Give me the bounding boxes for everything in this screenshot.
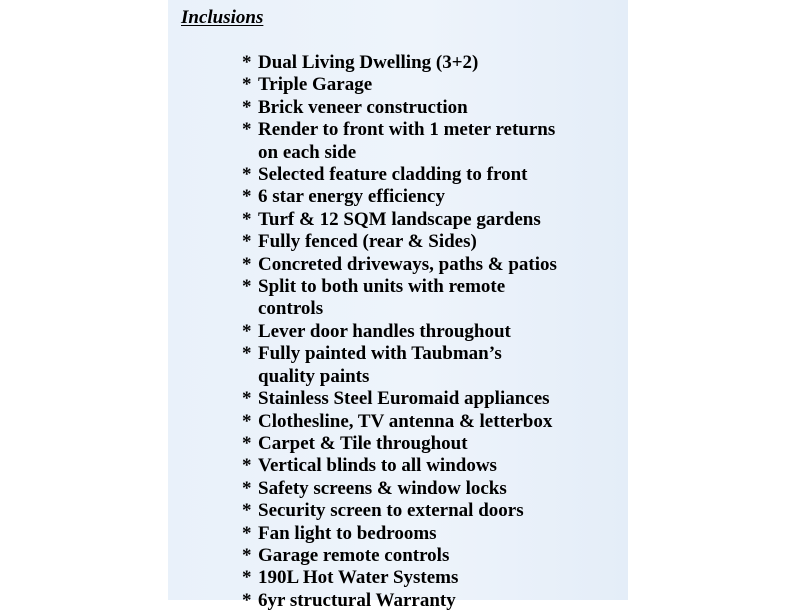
list-item-text: Garage remote controls: [258, 544, 450, 566]
list-item-text: Fully fenced (rear & Sides): [258, 231, 477, 253]
list-item: [242, 254, 622, 276]
list-item: [242, 343, 622, 388]
list-item: [242, 455, 622, 477]
list-item: [242, 74, 622, 96]
bullet-star: *: [242, 276, 252, 298]
list-item-text: Safety screens & window locks: [258, 477, 507, 499]
list-item: [242, 478, 622, 500]
bullet-star: *: [242, 567, 252, 589]
list-item: [242, 567, 622, 589]
inclusions-list: [242, 52, 622, 612]
bullet-star: *: [242, 455, 252, 477]
bullet-star: *: [242, 52, 252, 73]
list-item-text: Triple Garage: [258, 74, 373, 96]
list-item: [242, 209, 622, 231]
list-item-text: Brick veneer construction: [258, 96, 468, 118]
list-item: [242, 276, 622, 321]
bullet-star: *: [242, 320, 252, 342]
list-item-text: Fan light to bedrooms: [258, 522, 437, 544]
list-item: [242, 411, 622, 433]
list-item: [242, 433, 622, 455]
list-item: [242, 52, 622, 74]
list-item-text: Stainless Steel Euromaid appliances: [258, 388, 550, 410]
bullet-star: *: [242, 500, 252, 522]
bullet-star: *: [242, 589, 252, 611]
bullet-star: *: [242, 522, 252, 544]
list-item: [242, 545, 622, 567]
list-item-text: 6 star energy efficiency: [258, 186, 445, 208]
list-item: [242, 388, 622, 410]
list-item: [242, 321, 622, 343]
list-item-text: Render to front with 1 meter returns on each side: [258, 119, 556, 163]
bullet-star: *: [242, 410, 252, 432]
list-item: [242, 500, 622, 522]
list-item: [242, 590, 622, 612]
list-item-text: Carpet & Tile throughout: [258, 432, 468, 454]
list-item-text: Vertical blinds to all windows: [258, 455, 497, 477]
list-item-text: Concreted driveways, paths & patios: [258, 253, 557, 275]
list-item-text: Clothesline, TV antenna & letterbox: [258, 410, 553, 432]
bullet-star: *: [242, 432, 252, 454]
bullet-star: *: [242, 164, 252, 186]
list-item-text: Security screen to external doors: [258, 500, 524, 522]
bullet-star: *: [242, 388, 252, 410]
bullet-star: *: [242, 253, 252, 275]
list-item-text: Selected feature cladding to front: [258, 164, 528, 186]
list-item-text: Lever door handles throughout: [258, 320, 511, 342]
inclusions-heading: Inclusions: [181, 7, 264, 28]
list-item: [242, 186, 622, 208]
list-item: [242, 119, 622, 164]
list-item-text: Fully painted with Taubman’s quality paints: [258, 343, 502, 387]
bullet-star: *: [242, 231, 252, 253]
bullet-star: *: [242, 544, 252, 566]
list-item: [242, 231, 622, 253]
list-item: [242, 164, 622, 186]
bullet-star: *: [242, 208, 252, 230]
list-item-text: Turf & 12 SQM landscape gardens: [258, 208, 541, 230]
bullet-star: *: [242, 74, 252, 96]
bullet-star: *: [242, 477, 252, 499]
list-item-text: Dual Living Dwelling (3+2): [258, 52, 479, 73]
list-item-text: 190L Hot Water Systems: [258, 567, 459, 589]
list-item-text: 6yr structural Warranty: [258, 589, 456, 611]
bullet-star: *: [242, 96, 252, 118]
list-item-text: Split to both units with remote controls: [258, 276, 506, 320]
bullet-star: *: [242, 119, 252, 141]
list-item: [242, 523, 622, 545]
bullet-star: *: [242, 343, 252, 365]
list-item: [242, 97, 622, 119]
bullet-star: *: [242, 186, 252, 208]
